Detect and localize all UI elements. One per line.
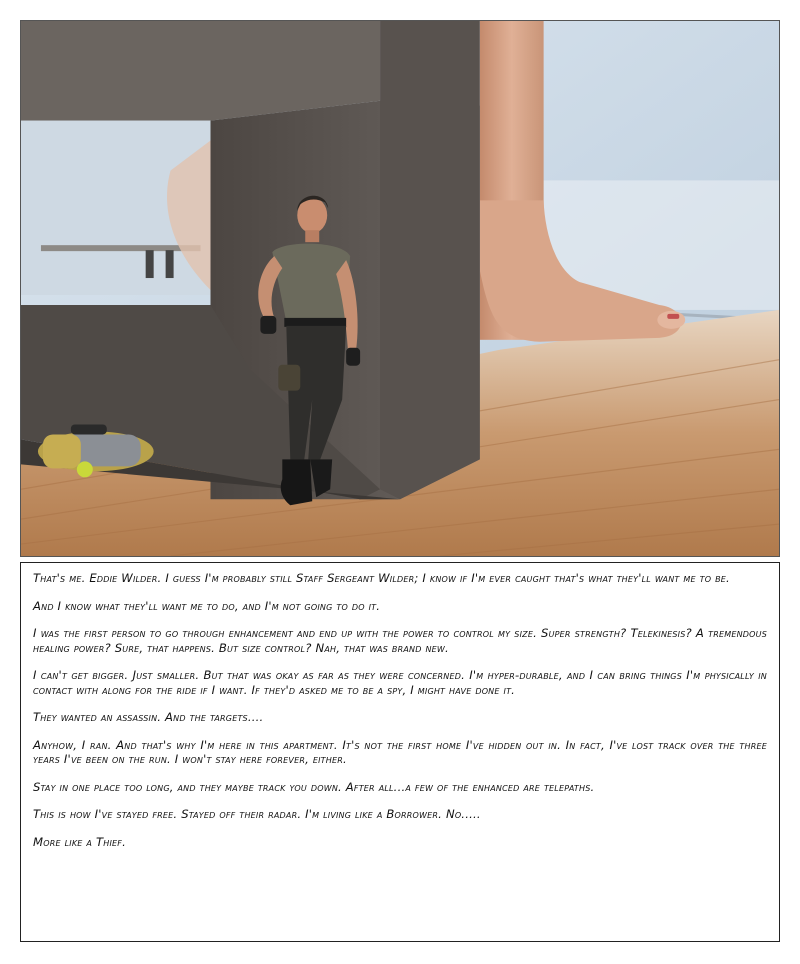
- narration-paragraph: I was the first person to go through enhancement and end up with the power to control my size. Super strength? Telekinesis? A tremendous healing power? Sure, that happens. But size control? Nah, that was brand new.: [33, 626, 767, 655]
- narration-box: [20, 562, 780, 942]
- narration-paragraph: This is how I've stayed free. Stayed off their radar. I'm living like a Borrower. No.....: [33, 807, 481, 821]
- narration-paragraph: More like a Thief.: [33, 834, 126, 849]
- narration-paragraph: I can't get bigger. Just smaller. But that was okay as far as they were concerned. I'm hyper-durable, and I can bring things I'm physically in contact with along for the ride if I want. If they'd asked me to be a spy, I might have done it.: [33, 668, 767, 697]
- comic-panel-image: [20, 20, 780, 557]
- narration-paragraph: That's me. Eddie Wilder. I guess I'm probably still Staff Sergeant Wilder; I know if I'm ever caught that's what they'll want me to be.: [33, 571, 730, 585]
- narration-paragraph: Stay in one place too long, and they maybe track you down. After all...a few of the enhanced are telepaths.: [33, 779, 595, 794]
- narration-paragraph: They wanted an assassin. And the targets....: [33, 710, 264, 724]
- scene-illustration: [21, 21, 779, 556]
- narration-paragraph: And I know what they'll want me to do, and I'm not going to do it.: [33, 598, 381, 613]
- narration-paragraph: Anyhow, I ran. And that's why I'm here in this apartment. It's not the first home I've hidden out in. In fact, I've lost track over the three years I've been on the run. I won't stay here forever, either.: [33, 737, 767, 766]
